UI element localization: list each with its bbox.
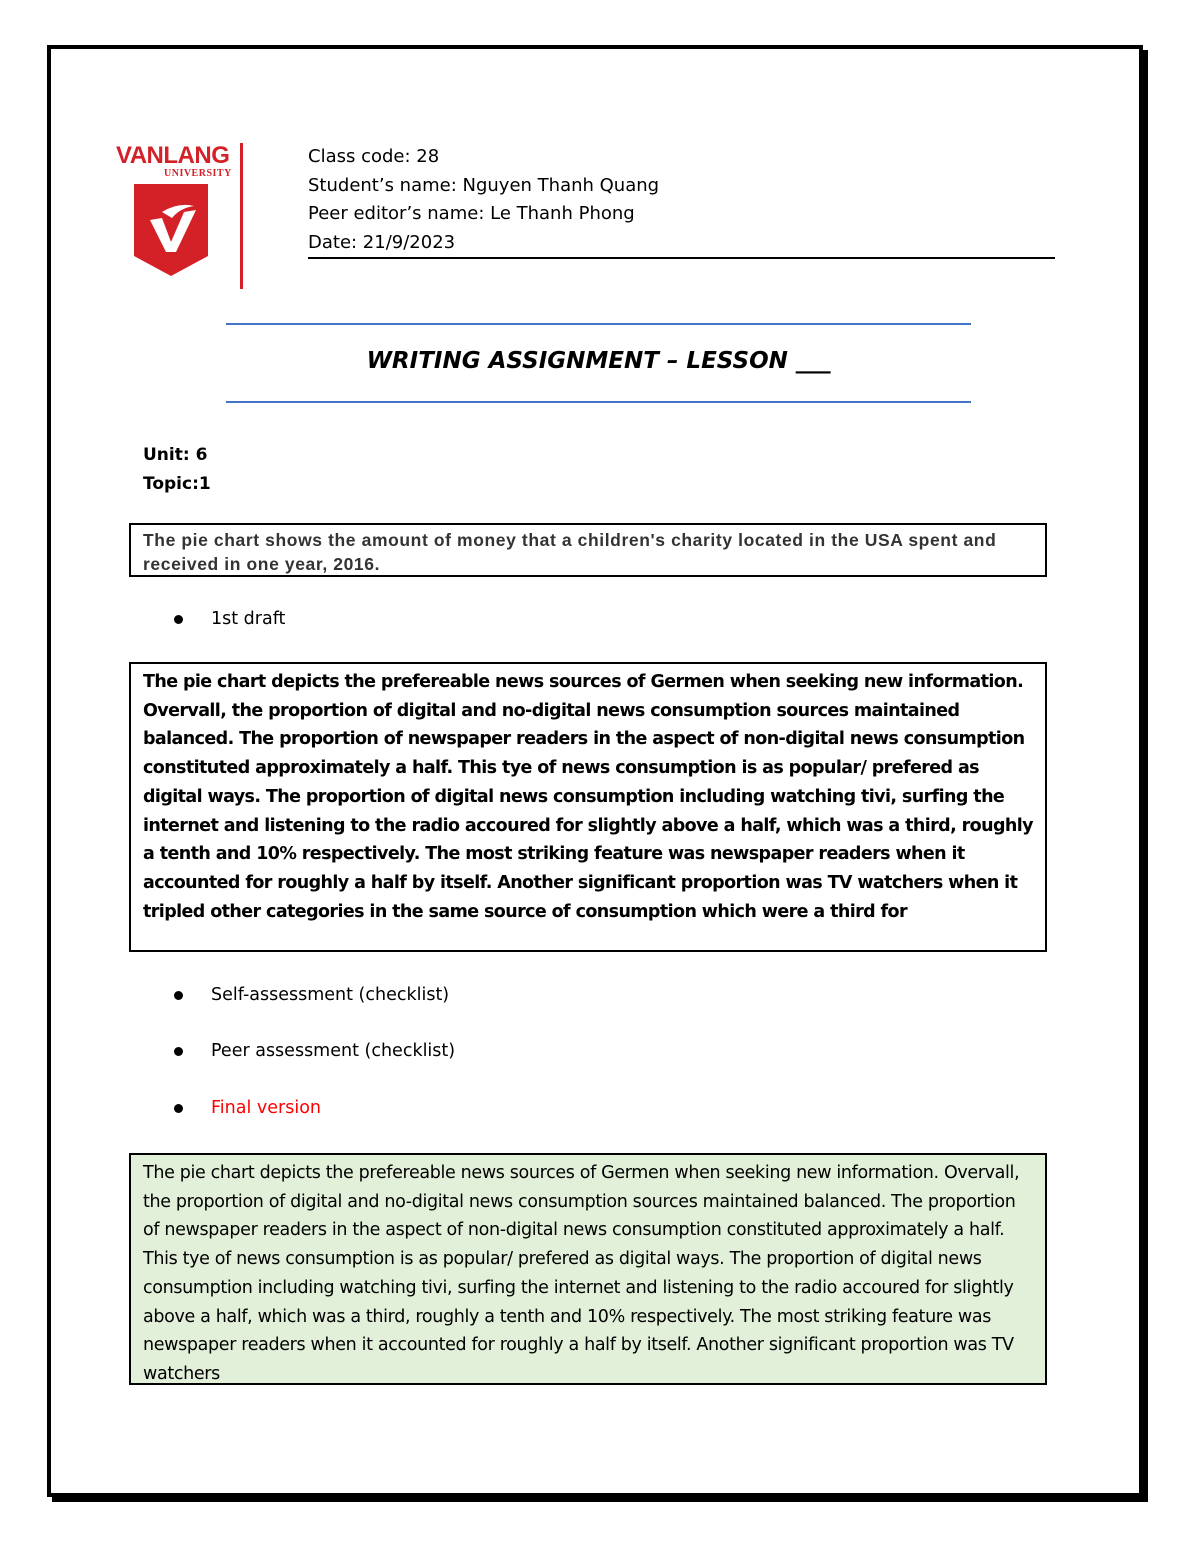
bullet-icon [174, 1104, 183, 1113]
unit-label: Unit: 6 [143, 445, 208, 465]
shield-icon [132, 182, 210, 278]
first-draft-text: The pie chart depicts the prefereable news sources of Germen when seeking new information. Overvall, the proportion of digital and no-digital news consumption sources maintained balanced. The proportion of newspaper readers in the aspect of non-digital news consumption constituted approximately a half. This tye of news consumption is as popular/ prefered as digital ways. The proportion of digital news consumption including watching tivi, surfing the internet and listening to the radio accoured for slightly above a half, which was a third, roughly a tenth and 10% respectively. The most striking feature was newspaper readers when it accounted for roughly a half by itself. Another significant proportion was TV watchers when it tripled other categories in the same source of consumption which were a third for [129, 662, 1047, 952]
topic-label: Topic:1 [143, 473, 211, 494]
logo-subtitle: UNIVERSITY [164, 168, 232, 179]
bullet-label: 1st draft [211, 609, 286, 629]
bullet-label: Final version [211, 1098, 321, 1118]
prompt-box: The pie chart shows the amount of money that a children's charity located in the USA spent and received in one year, 2016. [129, 523, 1047, 577]
university-logo [112, 140, 242, 290]
bullet-self-assessment [174, 985, 449, 1005]
header-divider [308, 257, 1055, 259]
date: Date: 21/9/2023 [308, 231, 456, 253]
logo-divider [240, 143, 243, 289]
class-code: Class code: 28 [308, 146, 440, 167]
student-name: Student’s name: Nguyen Thanh Quang [308, 174, 660, 196]
title-rule-bottom [226, 401, 971, 403]
bullet-label: Self-assessment (checklist) [211, 985, 450, 1005]
title-rule-top [226, 323, 971, 325]
bullet-icon [174, 1047, 183, 1056]
peer-editor-name: Peer editor’s name: Le Thanh Phong [308, 203, 635, 224]
header-info [308, 143, 659, 257]
page-title: WRITING ASSIGNMENT – LESSON ___ [366, 348, 831, 374]
final-version-text: The pie chart depicts the prefereable news sources of Germen when seeking new information. Overvall, the proportion of digital and no-digital news consumption sources maintained balanced. The proportion of newspaper readers in the aspect of non-digital news consumption constituted approximately a half. This tye of news consumption is as popular/ prefered as digital ways. The proportion of digital news consumption including watching tivi, surfing the internet and listening to the radio accoured for slightly above a half, which was a third, roughly a tenth and 10% respectively. The most striking feature was newspaper readers when it accounted for roughly a half by itself. Another significant proportion was TV watchers [129, 1153, 1047, 1385]
bullet-icon [174, 615, 183, 624]
logo-wordmark: VANLANG [116, 142, 230, 169]
bullet-first-draft [174, 609, 285, 629]
unit-topic-block [143, 441, 211, 498]
bullet-icon [174, 991, 183, 1000]
bullet-final-version [174, 1098, 321, 1118]
bullet-label: Peer assessment (checklist) [211, 1041, 456, 1061]
bullet-peer-assessment [174, 1041, 455, 1061]
